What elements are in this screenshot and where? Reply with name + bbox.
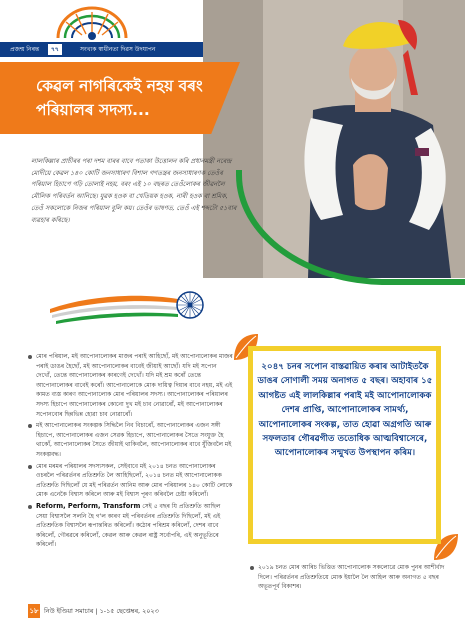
intro-paragraph: লালকিল্লাৰ প্ৰাচীৰৰ পৰা দশম বাৰৰ বাবে পতাকা উত্তোলন কৰি প্ৰধানমন্ত্ৰী নৰেন্দ্ৰ মোদীয়ে কেৱল ১৪০ কোটি জনসাধাৰণ বিশাল গণতন্ত্ৰৰ জনসাধাৰণক তেওঁৰ পৰিয়াল হিচাপে গঢ়ি তোলাই নহয়, বৰং এই ১০ বছৰত তেওঁলোকৰ জীৱনলৈ মৌলিক পৰিবৰ্তন আনিছে। যুৱক হওক বা খেতিয়ক হওক, নাৰী হওক বা শ্ৰমিক, তেওঁ সকলোকে নিজৰ পৰিয়াল বুলি কয়। তেওঁৰ ভাষণত, তেওঁ এই শব্দটো ৫১বাৰ ব্যৱহাৰ কৰিছে। [31,157,237,224]
header-strip-number: ৭৭ [48,44,62,55]
right-bullet-item: ২০১৯ চনত মোৰ আৰিচ ভিত্তিত আপোনালোক সকলোৱে মোক পুনৰ আশীৰ্বাদ দিলে। পৰিৱৰ্তনৰ প্ৰতিশ্ৰুতিয়ে মোক ইয়ালৈ লৈ আহিল আৰু অনাগত ৫ বছৰ অভূতপূৰ্ব বিকাশৰ। [250,563,453,592]
left-bullet-list [28,352,233,552]
page-number: ১৮ [28,604,40,618]
list-item: মোৰ পৰিয়াল, মই আপোনালোকৰ মাজৰ পৰাই আহিছোঁ, মই আপোনালোকৰ মাজৰ পৰাই ডাঙৰ হৈছোঁ, মই আপোনালোকৰ বাবেই জীয়াই আছোঁ। যদি মই সপোন দেখোঁ, তেন্তে আপোনালোকৰ কাৰণেই দেখোঁ। যদি মই শ্ৰম কৰোঁ তেন্তে আপোনালোকৰ বাবেই কৰোঁ। আপোনালোকে মোক দায়িত্ব দিয়াৰ বাবে নহয়, মই এই কামত ব্যস্ত কাৰণ আপোনালোক মোৰ পৰিয়ালৰ সদস্য। আপোনালোকৰ পৰিয়ালৰ সদস্য হিচাপে আপোনালোকৰ কোনো দুখ মই চাব নোৱাৰোঁ, মই আপোনালোকৰ সপোনবোৰ ছিন্নভিন্ন হোৱা চাব নোৱাৰোঁ। [28,352,233,419]
footer-publication: নিউ ইণ্ডিয়া সমাচাৰ | ১-১৫ ছেপ্তেম্বৰ, ২০২৩ [44,607,159,615]
page-title-line1: কেৱল নাগৰিকেই নহয় বৰং [36,77,203,95]
header-strip-right: সংখ্যক স্বাধীনতা দিৱস উদযাপন [80,46,156,53]
independence-day-emblem-icon [48,6,136,42]
page-title-line2: পৰিয়ালৰ সদস্য... [36,101,150,119]
quote-text: ২০৪৭ চনৰ সপোন বাস্তৱায়িত কৰাৰ আটাইতকৈ ডাঙৰ সোণালী সময় অনাগত ৫ বছৰ। অহাবাৰ ১৫ আগষ্টত এই লালকিল্লাৰ পৰাই মই আপোনালোকক দেশৰ প্ৰাপ্তি, আপোনালোকৰ সামৰ্থ্য, আপোনালোকৰ সংকল্প, তাত হোৱা অগ্ৰগতি আৰু সফলতাৰ গৌৰৱগীত ততোধিক আত্মবিশ্বাসেৰে, আপোনালোকৰ সন্মুখত উপস্থাপন কৰিম। [257,362,433,459]
header-strip-left: প্ৰজন্ম নিৰন্ত [10,46,40,53]
list-item: মোৰ মৰমৰ পৰিয়ালৰ সদস্যসকল, সেইবাবে মই ২০১৪ চনত আপোনালোকৰ ওচৰলৈ পৰিৱৰ্তনৰ প্ৰতিশ্ৰুতি লৈ আহিছিলোঁ, ২০১৪ চনত মই আপোনালোকক প্ৰতিশ্ৰুতি দিছিলোঁ যে মই পৰিৱৰ্তন আনিম আৰু মোৰ পৰিয়ালৰ ১৪০ কোটি লোকে মোক এনেকৈ বিশ্বাস কৰিলে আৰু মই বিশ্বাস পূৰণ কৰিবলৈ চেষ্টা কৰিলোঁ। [28,462,233,500]
list-item: Reform, Perform, Transform সেই ৫ বছৰ যি প্ৰতিশ্ৰুতি আছিল সেয়া বিশ্বাসলৈ সলনি হৈ গ'ল কাৰণ মই পৰিবৰ্তনৰ প্ৰতিশ্ৰুতি দিছিলোঁ, মই এই প্ৰতিশ্ৰুতিক বিশ্বাসলৈ ৰূপান্তৰিত কৰিলোঁ। কঠোৰ পৰিশ্ৰম কৰিলোঁ, দেশৰ বাবে কৰিলোঁ, গৌৰৱৰে কৰিলোঁ, কেৱল আৰু কেৱল ৰাষ্ট্ৰ সৰ্বোপৰি, এই অনুভূতিৰে কৰিলোঁ। [28,502,233,550]
list-item: মই আপোনালোকৰ সংকল্পক সিদ্ধিলৈ নিব বিচাৰোঁ, আপোনালোকৰ এজন সঙ্গী হিচাপে, আপোনালোকৰ এজন সেৱক হিচাপে, আপোনালোকৰ সৈতে সংযুক্ত হৈ থাকোঁ, আপোনালোকৰ সৈতে জীয়াই থাকিবলৈ, আপোনালোকৰ বাবে যুঁজিবলৈ মই সংকল্পবদ্ধ। [28,421,233,459]
header-strip [0,42,205,57]
tricolour-swoosh-icon [50,287,205,327]
